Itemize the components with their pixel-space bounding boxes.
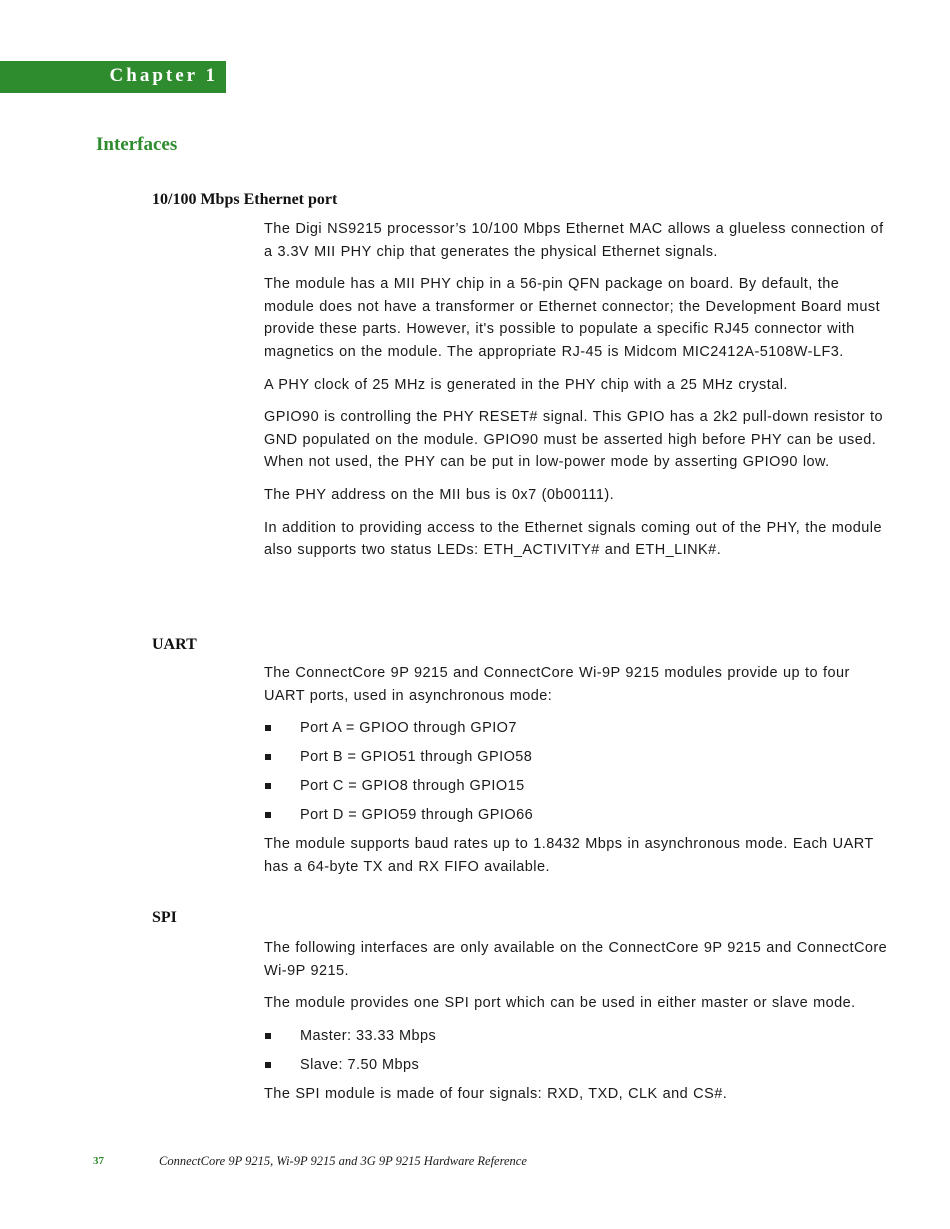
square-bullet-icon — [265, 754, 271, 760]
footer-doc-title: ConnectCore 9P 9215, Wi-9P 9215 and 3G 9P 9215 Hardware Reference — [159, 1154, 527, 1168]
square-bullet-icon — [265, 725, 271, 731]
square-bullet-icon — [265, 1033, 271, 1039]
square-bullet-icon — [265, 1062, 271, 1068]
list-item: Port B = GPIO51 through GPIO58 — [264, 746, 894, 769]
ethernet-paragraph: The Digi NS9215 processor’s 10/100 Mbps Ethernet MAC allows a glueless connection of a 3.3V MII PHY chip that generates the physical Ethernet signals. — [264, 221, 884, 260]
ethernet-paragraph: The module has a MII PHY chip in a 56-pin QFN package on board. By default, the module does not have a transformer or Ethernet connector; the Development Board must provide these parts. However, it's possible to populate a specific RJ45 connector with magnetics on the module. The appropriate RJ-45 is Midcom MIC2412A-5108W-LF3. — [264, 276, 881, 360]
square-bullet-icon — [265, 783, 271, 789]
spi-body — [264, 937, 894, 1116]
ethernet-paragraph: GPIO90 is controlling the PHY RESET# signal. This GPIO has a 2k2 pull-down resistor to GND populated on the module. GPIO90 must be asserted high before PHY can be used. When not used, the PHY can be put in low-power mode by asserting GPIO90 low. — [264, 409, 883, 471]
list-item: Port C = GPIO8 through GPIO15 — [264, 775, 894, 798]
ethernet-paragraph: The PHY address on the MII bus is 0x7 (0b00111). — [264, 486, 615, 503]
ethernet-paragraph: A PHY clock of 25 MHz is generated in the PHY chip with a 25 MHz crystal. — [264, 376, 788, 393]
uart-port-list — [264, 717, 894, 826]
chapter-label: Chapter 1 — [109, 65, 218, 86]
uart-intro: The ConnectCore 9P 9215 and ConnectCore Wi-9P 9215 modules provide up to four UART ports, used in asynchronous mode: — [264, 665, 850, 704]
spi-paragraph: The following interfaces are only available on the ConnectCore 9P 9215 and ConnectCore Wi-9P 9215. — [264, 940, 888, 979]
list-item: Port A = GPIOO through GPIO7 — [264, 717, 894, 740]
list-item: Slave: 7.50 Mbps — [264, 1054, 894, 1077]
spi-heading: SPI — [152, 909, 177, 926]
chapter-banner — [0, 61, 226, 93]
page-number: 37 — [93, 1155, 104, 1167]
uart-heading: UART — [152, 636, 197, 653]
spi-speed-list — [264, 1025, 894, 1076]
spi-paragraph: The module provides one SPI port which can be used in either master or slave mode. — [264, 995, 856, 1012]
square-bullet-icon — [265, 812, 271, 818]
ethernet-paragraph: In addition to providing access to the Ethernet signals coming out of the PHY, the module also supports two status LEDs: ETH_ACTIVITY# and ETH_LINK#. — [264, 519, 882, 559]
ethernet-heading: 10/100 Mbps Ethernet port — [152, 191, 338, 208]
section-title: Interfaces — [96, 134, 178, 155]
list-item: Port D = GPIO59 through GPIO66 — [264, 804, 894, 827]
spi-outro: The SPI module is made of four signals: RXD, TXD, CLK and CS#. — [264, 1086, 728, 1103]
list-item: Master: 33.33 Mbps — [264, 1025, 894, 1048]
ethernet-body — [264, 218, 894, 572]
uart-outro: The module supports baud rates up to 1.8432 Mbps in asynchronous mode. Each UART has a 64-byte TX and RX FIFO available. — [264, 836, 874, 875]
uart-body — [264, 662, 894, 888]
